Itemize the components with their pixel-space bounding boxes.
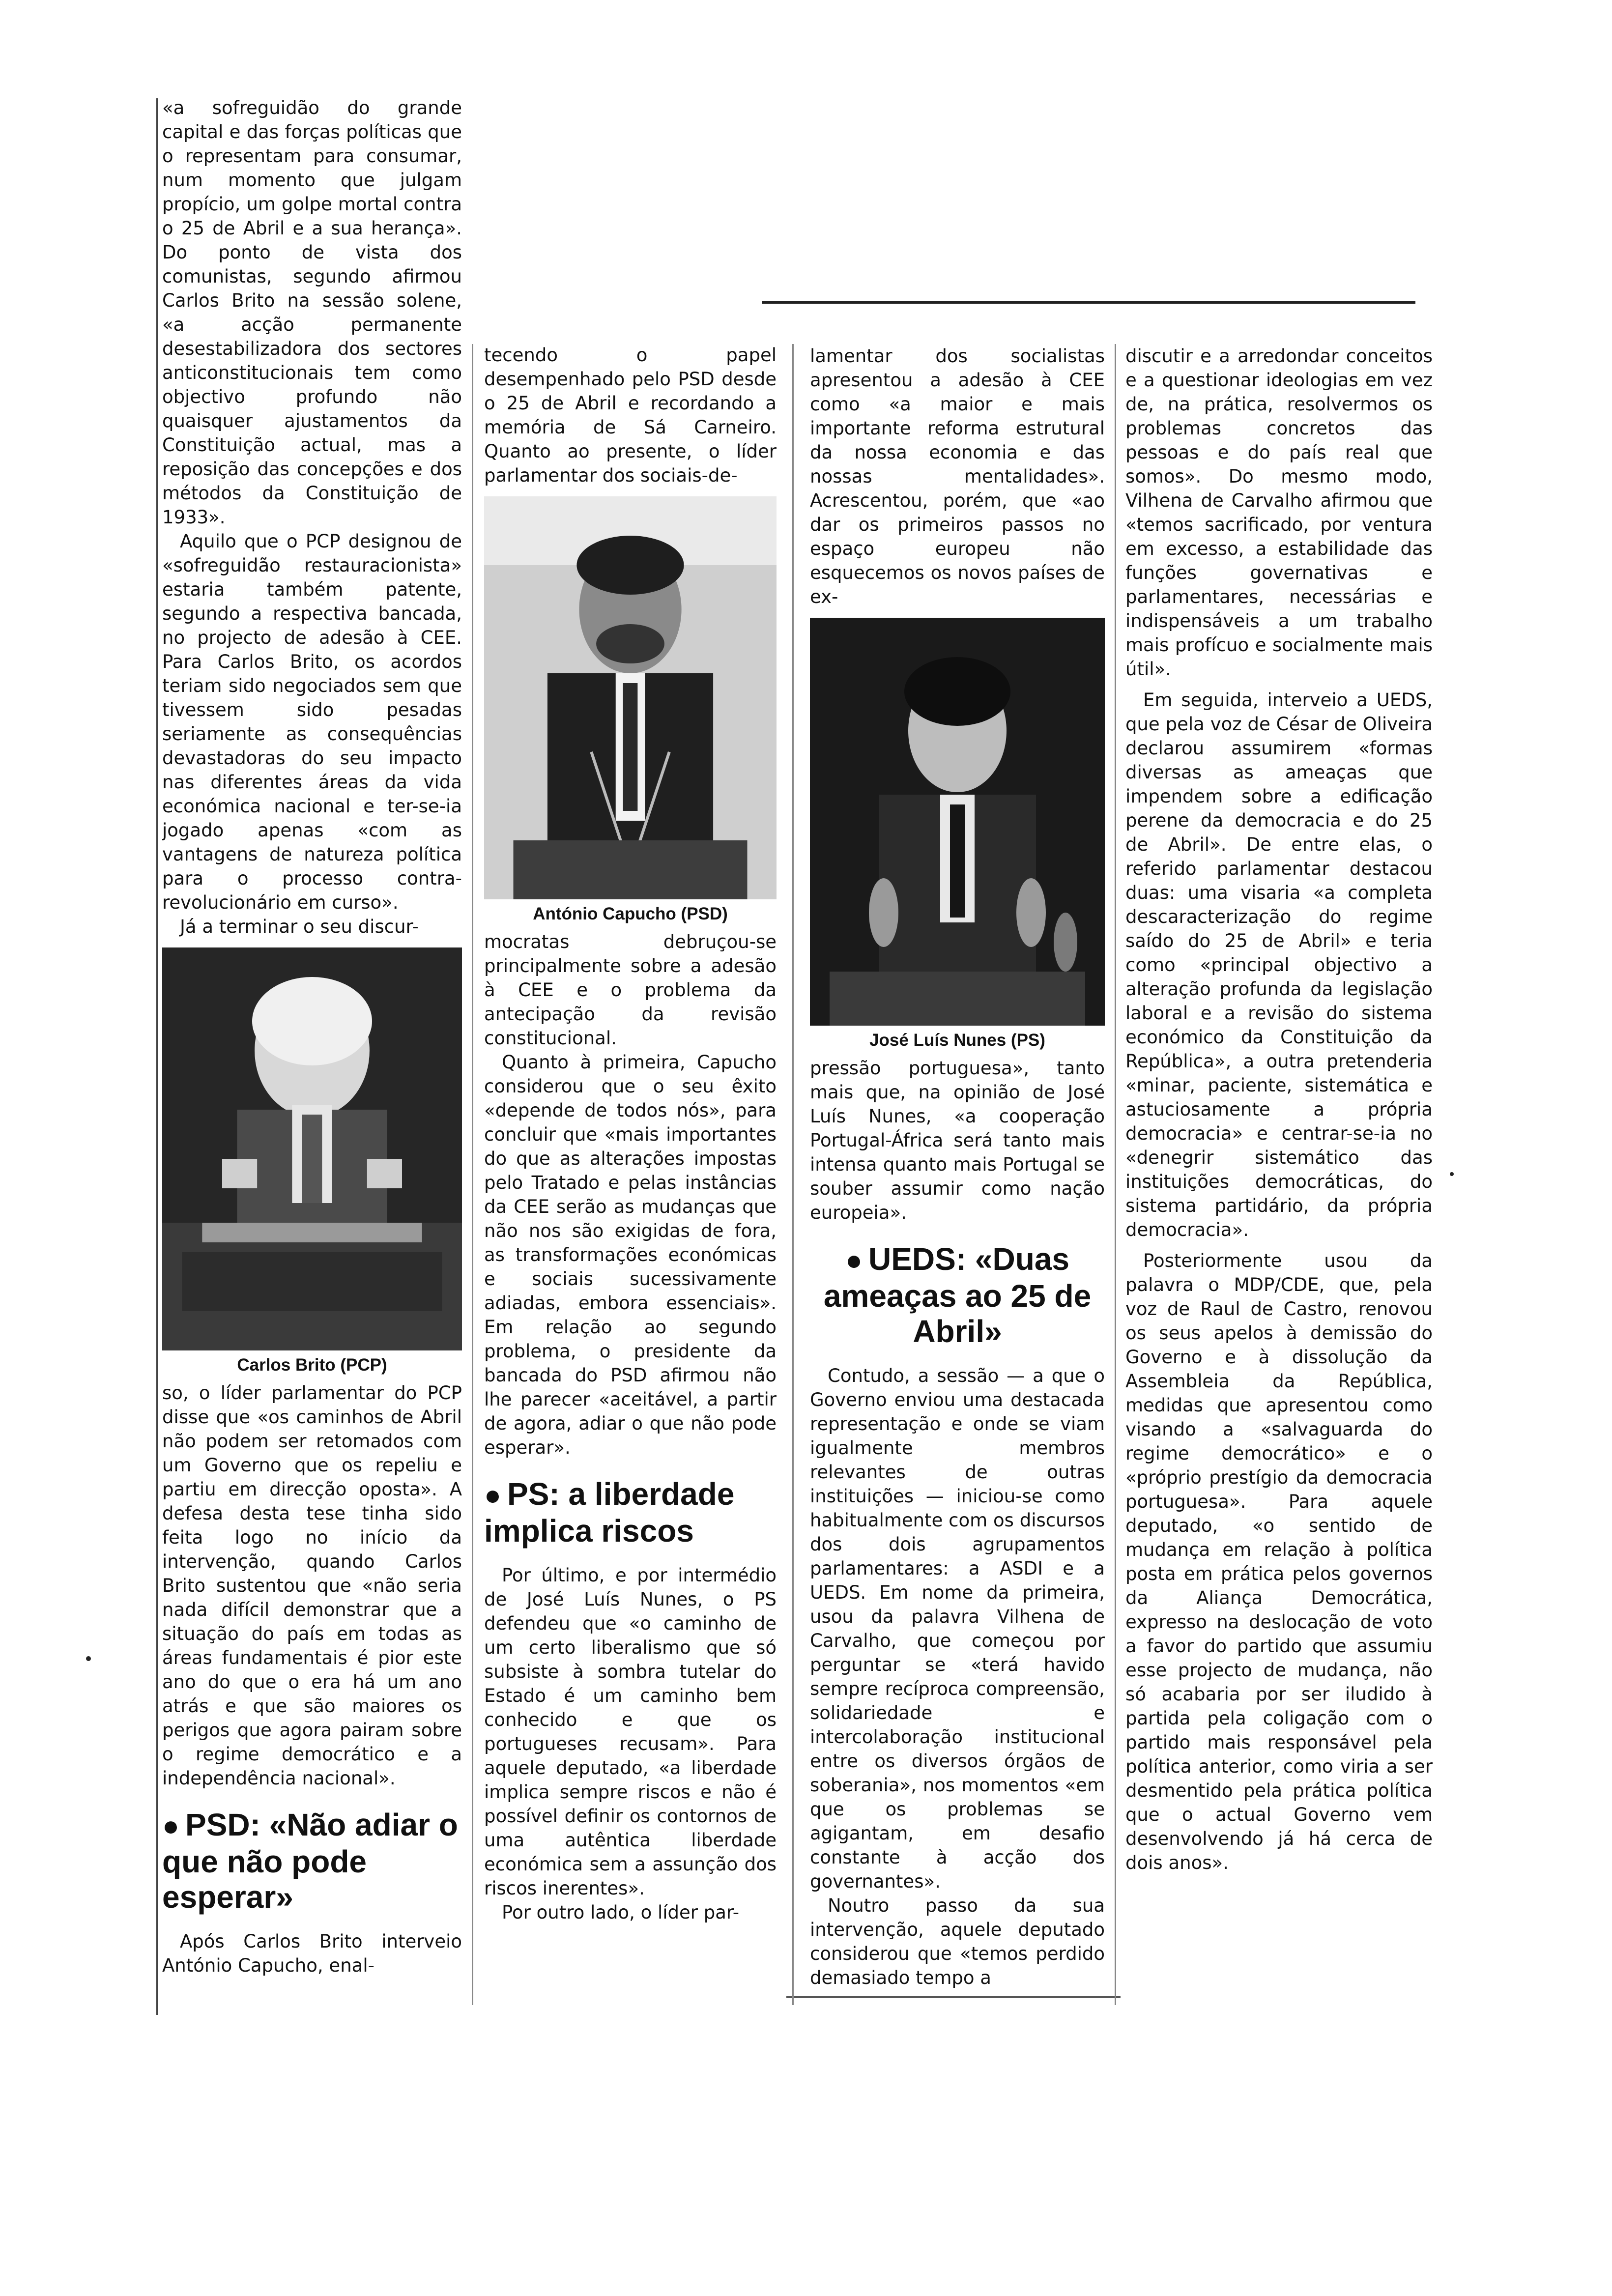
paragraph: Por último, e por intermédio de José Luís Nunes, o PS defendeu que «o caminho de um certo liberalismo que só subsiste à sombra tutelar do Estado é um caminho bem conhecido e que os portugueses recusam». Para aquele deputado, «a liberdade implica sempre riscos e não é possível definir os contornos de uma autêntica liberdade económica sem a assunção dos riscos inerentes». [484, 1565, 777, 1899]
section-heading [810, 1241, 1105, 1349]
left-margin-rule [156, 98, 158, 2015]
paragraph: mocratas debruçou-se principalmente sobre a adesão à CEE e o problema da antecipação da revisão constitucional. [484, 931, 777, 1049]
photo-caption: António Capucho (PSD) [533, 904, 728, 923]
section-heading [162, 1807, 462, 1915]
paragraph: Já a terminar o seu discur- [180, 916, 419, 937]
bullet-icon: ● [162, 1810, 180, 1842]
top-right-rule [762, 301, 1415, 304]
article-column-1 [162, 96, 462, 2003]
paragraph: Em seguida, interveio a UEDS, que pela voz de César de Oliveira declarou assumirem «formas diversas as ameaças que impendem sobre a edificação perene da democracia e do 25 de Abril». De entre elas, o referido parlamentar destacou duas: uma visaria «a completa descaracterização do regime saído do 25 de Abril» e teria como «principal objectivo a alteração profunda da legislação laboral e a revisão do sistema económico da Constituição da República», a outra pretenderia «minar, paciente, sistemática e astuciosamente a própria democracia» e centrar-se-ia no «denegrir sistemático das instituições democráticas, do sistema partidário, da própria democracia». [1125, 689, 1433, 1240]
column-separator [1115, 344, 1116, 2005]
portrait-photo [162, 947, 462, 1350]
photo-antonio-capucho [484, 496, 777, 899]
paragraph: Noutro passo da sua intervenção, aquele deputado considerou que «temos perdido demasiado tempo a [810, 1895, 1105, 1988]
speck [1450, 1172, 1454, 1176]
speck [86, 1656, 91, 1661]
photo-caption: José Luís Nunes (PS) [869, 1031, 1045, 1050]
paragraph: Após Carlos Brito interveio António Capucho, enal- [162, 1931, 462, 1976]
paragraph: tecendo o papel desempenhado pelo PSD desde o 25 de Abril e recordando a memória de Sá Carneiro. Quanto ao presente, o líder parlamentar dos sociais-de- [484, 344, 777, 486]
portrait-photo [484, 496, 777, 899]
paragraph: Aquilo que o PCP designou de «sofreguidão restauracionista» estaria também patente, segundo a respectiva bancada, no projecto de adesão à CEE. Para Carlos Brito, os acordos teriam sido negociados sem que tivessem sido pesadas seriamente as consequências devastadoras do seu impacto nas diferentes áreas da vida económica nacional e ter-se-ia jogado apenas «com as vantagens de natureza política para o processo contra-revolucionário em curso». [162, 531, 462, 913]
paragraph: Por outro lado, o líder par- [502, 1902, 740, 1923]
paragraph: pressão portuguesa», tanto mais que, na opinião de José Luís Nunes, «a cooperação Portugal-África será tanto mais intensa quanto mais Portugal se souber assumir como nação europeia». [810, 1058, 1105, 1223]
paragraph: so, o líder parlamentar do PCP disse que «os caminhos de Abril não podem ser retomados com um Governo que os repeliu e partiu em direcção oposta». A defesa desta tese tinha sido feita logo no início da intervenção, quando Carlos Brito sustentou que «não seria nada difícil demonstrar que a situação do país em todas as áreas fundamentais é pior este ano do que o era há um ano atrás e que são maiores os perigos que agora pairam sobre o regime democrático e a independência nacional». [162, 1382, 462, 1789]
section-heading [484, 1476, 777, 1549]
photo-caption: Carlos Brito (PCP) [237, 1355, 387, 1375]
bullet-icon: ● [484, 1479, 502, 1511]
paragraph: Contudo, a sessão — a que o Governo enviou uma destacada representação e onde se viam igualmente membros relevantes de outras instituições — iniciou-se como habitualmente com os discursos dos dois agrupamentos parlamentares: a ASDI e a UEDS. Em nome da primeira, usou da palavra Vilhena de Carvalho, que começou por perguntar se «terá havido sempre recíproca compreensão, solidariedade e intercolaboração institucional entre os diversos órgãos de soberania», nos momentos «em que os problemas se agigantam, em desafio constante à acção dos governantes». [810, 1365, 1105, 1892]
article-column-4 [1125, 344, 1433, 2015]
paragraph: Posteriormente usou da palavra o MDP/CDE, que, pela voz de Raul de Castro, renovou os seus apelos à demissão do Governo e à dissolução da Assembleia da República, medidas que apresentou como visando a «salvaguarda do regime democrático» e o «próprio prestígio da democracia portuguesa». Para aquele deputado, «o sentido de mudança em relação à política posta em prática pelos governos da Aliança Democrática, expresso na deslocação de voto a favor do partido que assumiu esse projecto de mudança, não só acabaria por ser iludido à partida pela coligação com o partido mais responsável pela política anterior, como viria a ser desmentido pela prática política que o actual Governo vem desenvolvendo já há cerca de dois anos». [1125, 1250, 1433, 1873]
section-heading-text: PS: a liberdade implica riscos [484, 1476, 735, 1549]
article-column-3 [810, 344, 1105, 2015]
paragraph: lamentar dos socialistas apresentou a adesão à CEE como «a maior e mais importante reforma estrutural da nossa economia e das nossas mentalidades». Acrescentou, porém, que «ao dar os primeiros passos no espaço europeu não esquecemos os novos países de ex- [810, 345, 1105, 607]
section-heading-text: UEDS: «Duas ameaças ao 25 de Abril» [823, 1241, 1092, 1349]
column-separator [792, 344, 794, 2005]
bullet-icon: ● [845, 1244, 863, 1276]
article-column-2 [484, 343, 777, 2014]
photo-carlos-brito [162, 947, 462, 1350]
paragraph: discutir e a arredondar conceitos e a questionar ideologias em vez de, na prática, resolvermos os problemas concretos das pessoas e do país real que somos». Do mesmo modo, Vilhena de Carvalho afirmou que «temos sacrificado, por ventura em excesso, a estabilidade das funções governativas e parlamentares, necessárias e indispensáveis a um trabalho mais profícuo e socialmente mais útil». [1125, 345, 1433, 680]
section-heading-text: PSD: «Não adiar o que não pode esperar» [162, 1807, 458, 1915]
paragraph: Quanto à primeira, Capucho considerou que o seu êxito «depende de todos nós», para concluir que «mais importantes do que as alterações impostas pelo Tratado e pelas instâncias da CEE serão as mudanças que não nos são exigidas de fora, as transformações económicas e sociais sucessivamente adiadas, embora essenciais». Em relação ao segundo problema, o presidente da bancada do PSD afirmou não lhe parecer «aceitável, a partir de agora, adiar o que não pode esperar». [484, 1052, 777, 1458]
paragraph: «a sofreguidão do grande capital e das forças políticas que o representam para consumar, num momento que julgam propício, um golpe mortal contra o 25 de Abril e a sua herança». Do ponto de vista dos comunistas, segundo afirmou Carlos Brito na sessão solene, «a acção permanente desestabilizadora dos sectores anticonstitucionais tem como objectivo profundo não quaisquer ajustamentos da Constituição actual, mas a reposição das concepções e dos métodos da Constituição de 1933». [162, 97, 462, 528]
column-separator [472, 344, 473, 2005]
photo-jose-luis-nunes [810, 618, 1105, 1026]
portrait-photo [810, 618, 1105, 1026]
